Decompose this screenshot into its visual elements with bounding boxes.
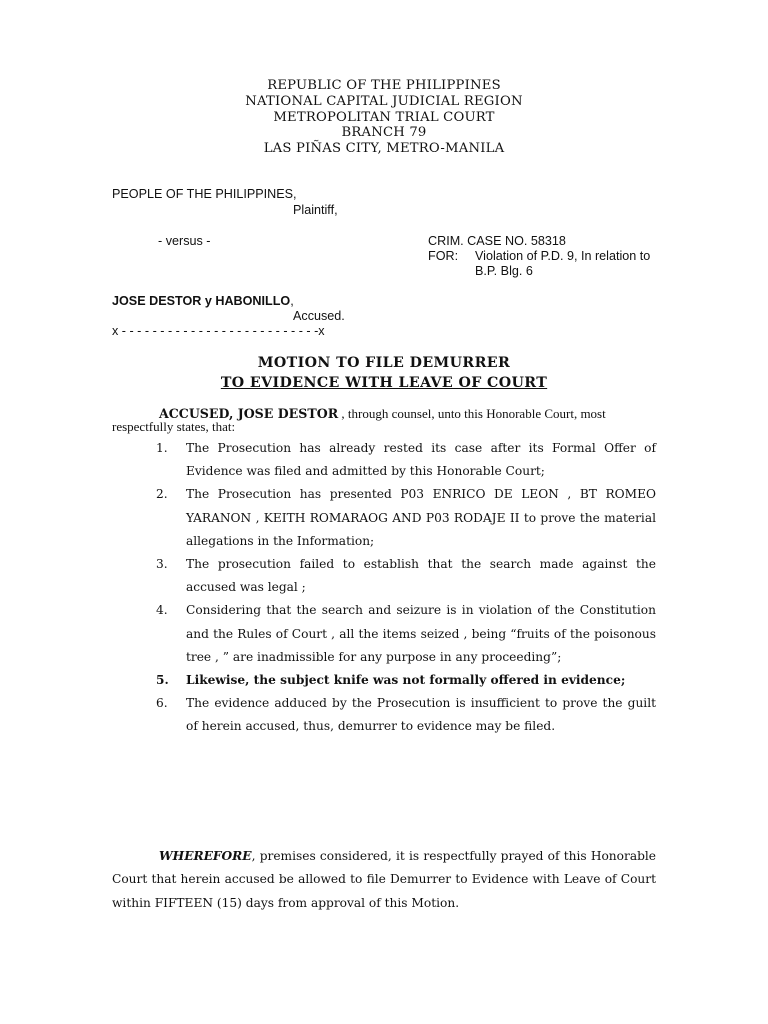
motion-title-line1: MOTION TO FILE DEMURRER <box>257 355 511 371</box>
versus-label: - versus - <box>158 234 211 248</box>
for-label: FOR: <box>428 249 459 263</box>
header-republic: REPUBLIC OF THE PHILIPPINES <box>267 78 501 93</box>
header-court: METROPOLITAN TRIAL COURT <box>273 109 495 125</box>
header-city: LAS PIÑAS CITY, METRO-MANILA <box>263 141 505 157</box>
prayer-paragraph <box>112 845 656 915</box>
numbered-list <box>156 437 656 739</box>
list-item-number: 4. <box>156 603 168 618</box>
for-charge-line2: B.P. Blg. 6 <box>475 264 533 278</box>
list-item-number: 3. <box>156 557 168 572</box>
plaintiff-party: PEOPLE OF THE PHILIPPINES, <box>112 187 297 201</box>
list-item-number: 1. <box>156 441 168 455</box>
list-item <box>156 599 656 669</box>
list-item-text: The Prosecution has presented P03 ENRICO DE LEON , BT ROMEO YARANON , KEITH ROMARAOG AND P03 RODAJE II to prove the material allegations in the Information; <box>186 487 656 548</box>
list-item-text: The evidence adduced by the Prosecution is insufficient to prove the guilt of herein accused, thus, demurrer to evidence may be filed. <box>186 696 656 734</box>
accused-name: JOSE DESTOR y HABONILLO <box>112 294 291 308</box>
list-item-text: Considering that the search and seizure is in violation of the Constitution and the Rules of Court , all the items seized , being “fruits of the poisonous tree , ” are inadmissible for any purpose in any proceeding”; <box>186 603 656 664</box>
list-item-text: The prosecution failed to establish that the search made against the accused was legal ; <box>186 557 656 595</box>
prayer-lead: WHEREFORE <box>159 849 252 863</box>
list-item-number: 6. <box>156 696 168 711</box>
accused-comma: , <box>290 294 294 308</box>
list-item <box>156 483 656 553</box>
court-header <box>0 78 768 157</box>
intro-lead: ACCUSED, JOSE DESTOR <box>159 406 339 421</box>
header-region: NATIONAL CAPITAL JUDICIAL REGION <box>245 93 523 109</box>
list-item <box>156 553 656 599</box>
plaintiff-role: Plaintiff, <box>293 203 338 217</box>
header-branch: BRANCH 79 <box>341 125 427 141</box>
caption-separator: x - - - - - - - - - - - - - - - - - - - - - - - - - -x <box>112 324 325 338</box>
list-item-number: 5. <box>156 673 169 688</box>
motion-title-line2-text: TO EVIDENCE WITH LEAVE OF COURT <box>220 375 548 391</box>
list-item-text: Likewise, the subject knife was not formally offered in evidence; <box>186 673 626 688</box>
case-number: CRIM. CASE NO. 58318 <box>428 234 566 248</box>
list-item <box>156 669 656 692</box>
list-item-number: 2. <box>156 487 168 502</box>
list-item <box>156 437 656 483</box>
motion-title-line2 <box>0 373 768 393</box>
for-charge-line1: Violation of P.D. 9, In relation to <box>475 249 651 263</box>
prayer-text: , premises considered, it is respectfully prayed of this Honorable Court that herein accused be allowed to file Demurrer to Evidence with Leave of Court within FIFTEEN (15) days from approval of this Motion. <box>112 849 656 910</box>
intro-paragraph <box>112 407 657 433</box>
intro-rest: , through counsel, unto this Honorable Court, most <box>338 406 606 421</box>
accused-party <box>112 293 294 309</box>
accused-role: Accused. <box>293 309 345 323</box>
list-item <box>156 692 656 738</box>
list-item-text: The Prosecution has already rested its case after its Formal Offer of Evidence was filed and admitted by this Honorable Court; <box>186 441 656 479</box>
intro-line2: respectfully states, that: <box>112 419 236 434</box>
